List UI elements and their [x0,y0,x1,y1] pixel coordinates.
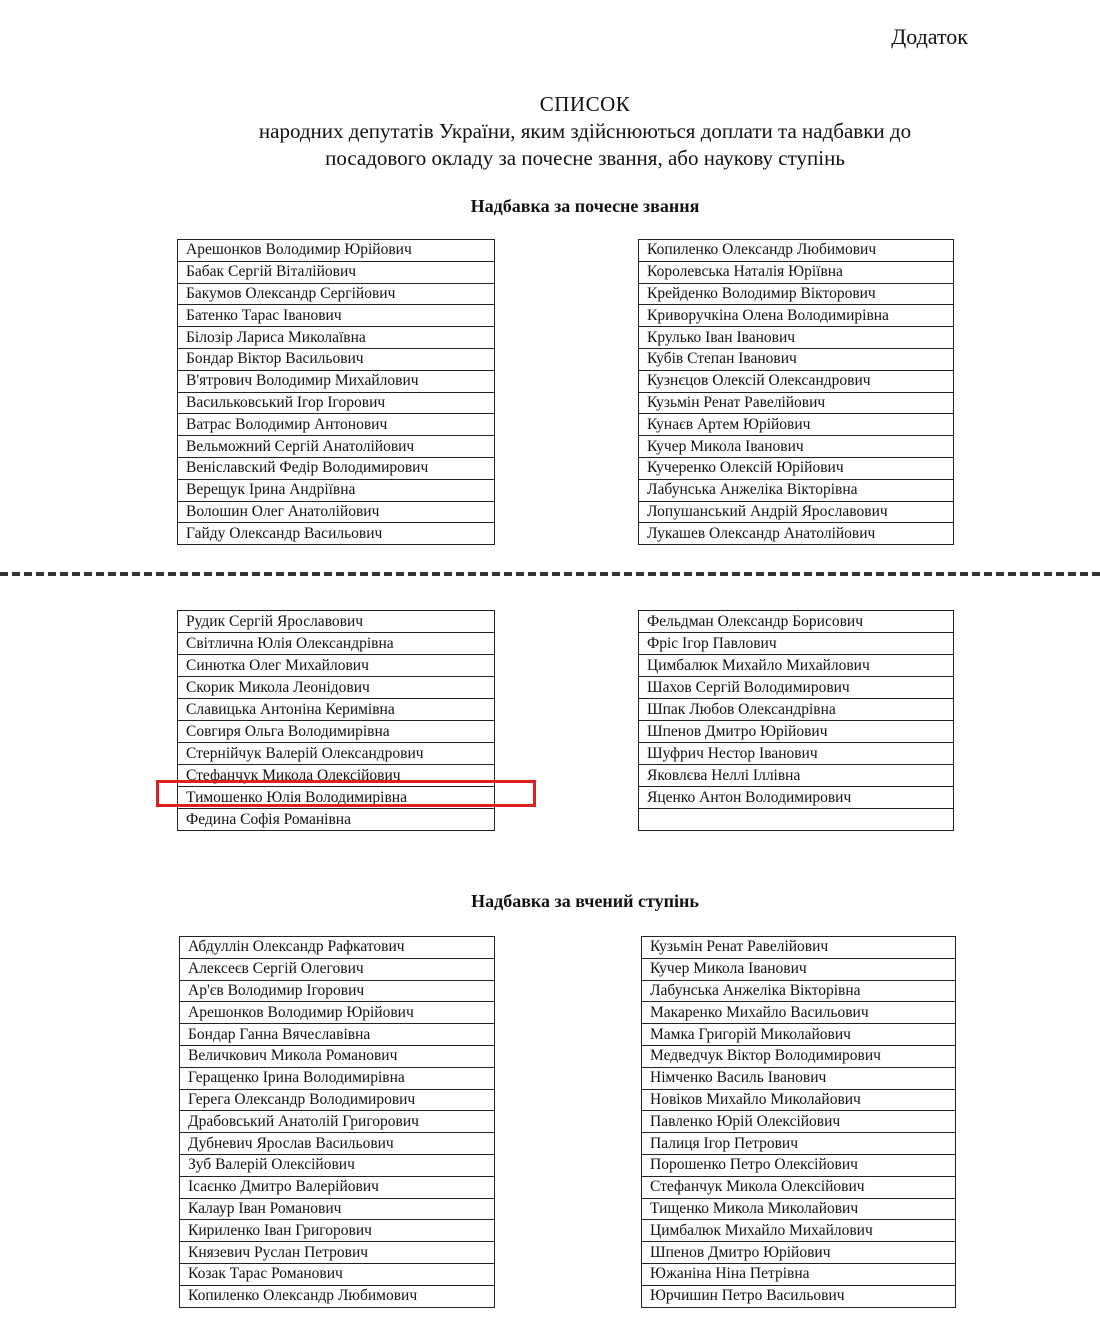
table-row [180,1220,495,1242]
honorary-top-left-table [177,239,495,545]
name-cell: Козак Тарас Романович [180,1263,495,1285]
name-cell: Порошенко Петро Олексійович [642,1154,956,1176]
name-cell: Мамка Григорій Миколайович [642,1024,956,1046]
table-row [180,1045,495,1067]
table-row [180,1176,495,1198]
name-cell: Лукашев Олександр Анатолійович [639,523,954,545]
table-row [639,699,954,721]
name-cell: Совгиря Ольга Володимирівна [178,721,495,743]
table-row [639,305,954,327]
table-row [180,1133,495,1155]
name-cell: Кунаєв Артем Юрійович [639,414,954,436]
name-cell: Лабунська Анжеліка Вікторівна [642,980,956,1002]
table-row [178,809,495,831]
table-row [639,523,954,545]
honorary-top-right-table [638,239,954,545]
honorary-bottom-right-table [638,610,954,831]
table-row [180,1154,495,1176]
name-cell: Величкович Микола Романович [180,1045,495,1067]
table-row [642,1198,956,1220]
name-cell: Васильковський Ігор Ігорович [178,392,495,414]
name-cell: Герега Олександр Володимирович [180,1089,495,1111]
name-cell: Кучер Микола Іванович [639,436,954,458]
name-cell: Князевич Руслан Петрович [180,1242,495,1264]
table-row [178,261,495,283]
name-cell: Кучер Микола Іванович [642,958,956,980]
name-cell: Зуб Валерій Олексійович [180,1154,495,1176]
name-cell: Алексеєв Сергій Олегович [180,958,495,980]
table-row [178,348,495,370]
document-subtitle-line-2: посадового окладу за почесне звання, або наукову ступінь [325,146,845,170]
table-row [639,677,954,699]
table-row [180,1263,495,1285]
table-row [178,457,495,479]
name-cell: Ар'єв Володимир Ігорович [180,980,495,1002]
table-row [642,958,956,980]
name-cell: Копиленко Олександр Любимович [180,1285,495,1307]
table-row [639,655,954,677]
name-cell: Лабунська Анжеліка Вікторівна [639,479,954,501]
table-row [180,937,495,959]
name-cell: Волошин Олег Анатолійович [178,501,495,523]
table-row [178,523,495,545]
name-cell: Лопушанський Андрій Ярославович [639,501,954,523]
name-cell: Копиленко Олександр Любимович [639,240,954,262]
table-row [642,937,956,959]
name-cell: Шпак Любов Олександрівна [639,699,954,721]
name-cell: Синютка Олег Михайлович [178,655,495,677]
name-cell: Німченко Василь Іванович [642,1067,956,1089]
table-row [180,1111,495,1133]
name-cell: Світлична Юлія Олександрівна [178,633,495,655]
name-cell: Білозір Лариса Миколаївна [178,327,495,349]
name-cell: Бабак Сергій Віталійович [178,261,495,283]
table-row [178,414,495,436]
table-row [642,1089,956,1111]
table-row [178,501,495,523]
name-cell: Шпенов Дмитро Юрійович [639,721,954,743]
table-row [642,1111,956,1133]
name-cell: Верещук Ірина Андріївна [178,479,495,501]
table-row [180,1002,495,1024]
name-cell: Павленко Юрій Олексійович [642,1111,956,1133]
table-row [639,283,954,305]
table-row [178,283,495,305]
name-cell: Стефанчук Микола Олексійович [642,1176,956,1198]
table-row [642,1024,956,1046]
name-cell: Веніславский Федір Володимирович [178,457,495,479]
table-row [178,633,495,655]
table-row [642,1285,956,1307]
name-cell: Гайду Олександр Васильович [178,523,495,545]
name-cell: Кубів Степан Іванович [639,348,954,370]
table-row [178,240,495,262]
name-cell: Федина Софія Романівна [178,809,495,831]
table-row [639,436,954,458]
name-cell [639,809,954,831]
name-cell: Цимбалюк Михайло Михайлович [642,1220,956,1242]
table-row [178,743,495,765]
table-row [180,1024,495,1046]
table-row [642,980,956,1002]
name-cell: Криворучкіна Олена Володимирівна [639,305,954,327]
name-cell: Дубневич Ярослав Васильович [180,1133,495,1155]
document-subtitle-line-1: народних депутатів України, яким здійснюються доплати та надбавки до [258,119,912,143]
name-cell: Драбовський Анатолій Григорович [180,1111,495,1133]
name-cell: Юрчишин Петро Васильович [642,1285,956,1307]
degree-right-table [641,936,956,1308]
table-row [178,370,495,392]
table-row [639,501,954,523]
name-cell: Бондар Ганна Вячеславівна [180,1024,495,1046]
table-row [178,436,495,458]
name-cell: Южаніна Ніна Петрівна [642,1263,956,1285]
document-title: СПИСОК [539,92,631,116]
table-row [178,327,495,349]
name-cell: Геращенко Ірина Володимирівна [180,1067,495,1089]
table-row [178,655,495,677]
table-row [180,1242,495,1264]
table-row [639,721,954,743]
name-cell: Макаренко Михайло Васильович [642,1002,956,1024]
table-row [639,348,954,370]
table-row [180,1285,495,1307]
table-row [642,1045,956,1067]
academic-degree-heading: Надбавка за вчений ступінь [471,891,699,911]
name-cell: Тимошенко Юлія Володимирівна [178,787,495,809]
name-cell: Вельможний Сергій Анатолійович [178,436,495,458]
table-row [178,479,495,501]
table-row [178,699,495,721]
name-cell: Кузьмін Ренат Равелійович [639,392,954,414]
name-cell: Шпенов Дмитро Юрійович [642,1242,956,1264]
table-row [180,1089,495,1111]
table-row [178,721,495,743]
name-cell: Скорик Микола Леонідович [178,677,495,699]
name-cell: Калаур Іван Романович [180,1198,495,1220]
name-cell: Шахов Сергій Володимирович [639,677,954,699]
table-row [639,370,954,392]
table-row [180,958,495,980]
name-cell: Кириленко Іван Григорович [180,1220,495,1242]
name-cell: Яценко Антон Володимирович [639,787,954,809]
degree-left-table [179,936,495,1308]
name-cell: Славицька Антоніна Керимівна [178,699,495,721]
table-row [639,392,954,414]
name-cell: Кучеренко Олексій Юрійович [639,457,954,479]
name-cell: Ватрас Володимир Антонович [178,414,495,436]
name-cell: Арешонков Володимир Юрійович [178,240,495,262]
table-row [639,261,954,283]
name-cell: Крейденко Володимир Вікторович [639,283,954,305]
table-row [639,765,954,787]
table-row [180,1198,495,1220]
name-cell: Стернійчук Валерій Олександрович [178,743,495,765]
table-row [178,392,495,414]
table-row [639,414,954,436]
table-row [639,611,954,633]
name-cell: Фельдман Олександр Борисович [639,611,954,633]
table-row [642,1067,956,1089]
name-cell: В'ятрович Володимир Михайлович [178,370,495,392]
table-row [642,1176,956,1198]
table-row [639,240,954,262]
name-cell: Яковлєва Неллі Іллівна [639,765,954,787]
table-row [642,1242,956,1264]
table-row [642,1220,956,1242]
table-row [180,980,495,1002]
table-row [639,787,954,809]
name-cell: Бакумов Олександр Сергійович [178,283,495,305]
name-cell: Крулько Іван Іванович [639,327,954,349]
table-row [178,611,495,633]
name-cell: Медведчук Віктор Володимирович [642,1045,956,1067]
table-row [642,1133,956,1155]
name-cell: Рудик Сергій Ярославович [178,611,495,633]
table-row [178,677,495,699]
table-row [639,743,954,765]
table-row [642,1002,956,1024]
name-cell: Стефанчук Микола Олексійович [178,765,495,787]
name-cell: Палиця Ігор Петрович [642,1133,956,1155]
name-cell: Шуфрич Нестор Іванович [639,743,954,765]
highlight-box [156,780,536,807]
name-cell: Тищенко Микола Миколайович [642,1198,956,1220]
name-cell: Фріс Ігор Павлович [639,633,954,655]
name-cell: Цимбалюк Михайло Михайлович [639,655,954,677]
table-row [639,457,954,479]
table-row [642,1154,956,1176]
table-row [639,809,954,831]
name-cell: Бондар Віктор Васильович [178,348,495,370]
name-cell: Новіков Михайло Миколайович [642,1089,956,1111]
name-cell: Кузьмін Ренат Равелійович [642,937,956,959]
page-break-divider [0,572,1100,576]
name-cell: Батенко Тарас Іванович [178,305,495,327]
name-cell: Королевська Наталія Юріївна [639,261,954,283]
table-row [642,1263,956,1285]
name-cell: Арешонков Володимир Юрійович [180,1002,495,1024]
honorary-title-heading: Надбавка за почесне звання [470,196,700,216]
table-row [639,479,954,501]
name-cell: Абдуллін Олександр Рафкатович [180,937,495,959]
table-row [180,1067,495,1089]
table-row [639,327,954,349]
name-cell: Кузнєцов Олексій Олександрович [639,370,954,392]
table-row [639,633,954,655]
table-row [178,305,495,327]
appendix-label: Додаток [891,24,968,49]
name-cell: Ісаєнко Дмитро Валерійович [180,1176,495,1198]
